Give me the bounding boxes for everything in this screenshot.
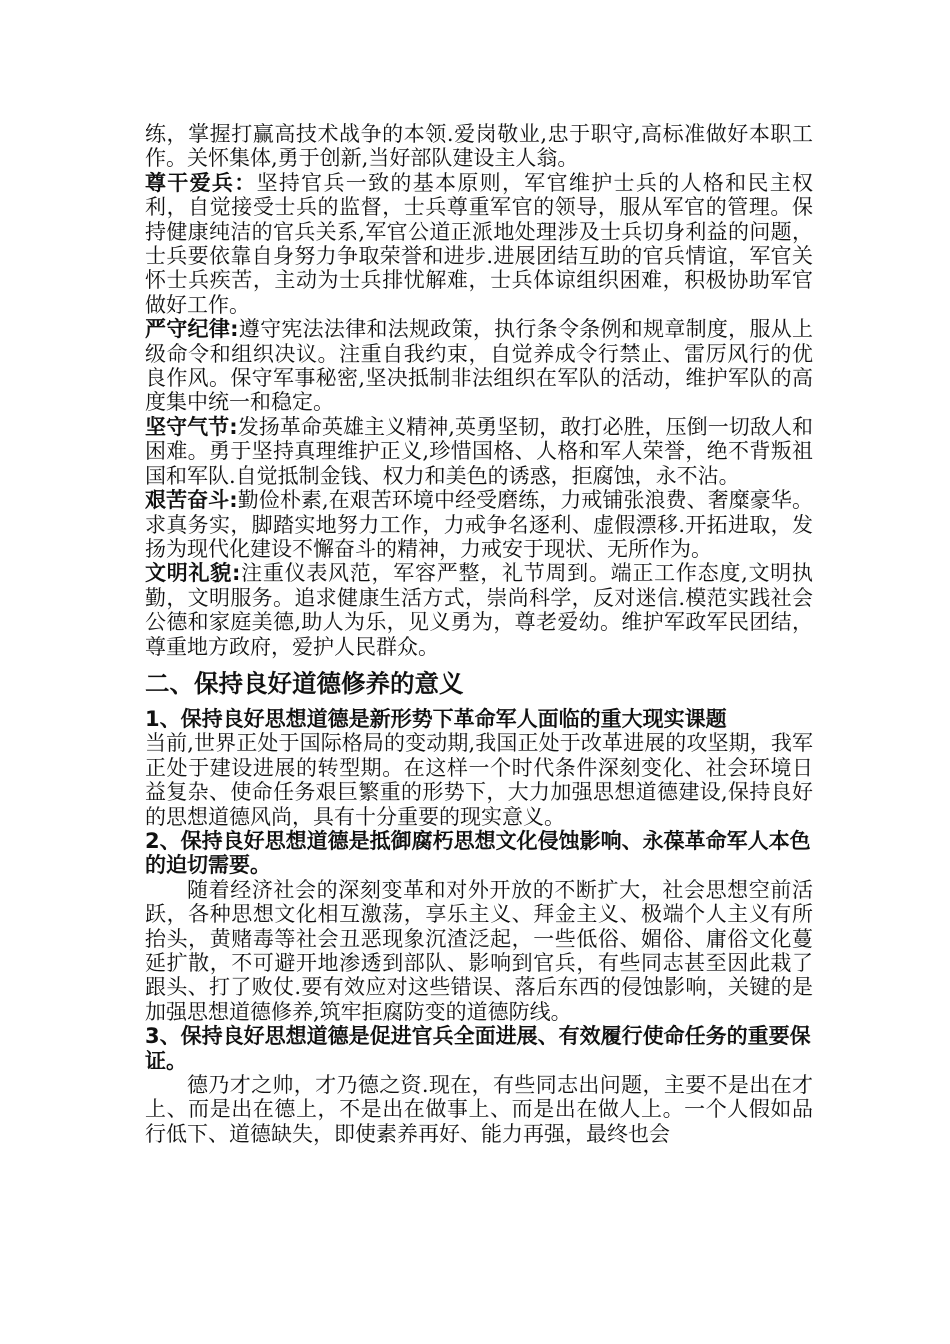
virtue-integrity — [145, 415, 813, 488]
point-text-3: 德乃才之帅，才乃德之资.现在，有些同志出问题，主要不是出在才上、而是出在德上，不是出在做事上、而是出在做人上。一个人假如品行低下、道德缺失，即使素养再好、能力再强，最终也会 — [145, 1073, 813, 1146]
virtue-courtesy — [145, 561, 813, 659]
virtue-text: 坚持官兵一致的基本原则，军官维护士兵的人格和民主权利，自觉接受士兵的监督，士兵尊重军官的领导，服从军官的管理。保持健康纯洁的官兵关系,军官公道正派地处理涉及士兵切身利益的问题，士兵要依靠自身努力争取荣誉和进步.进展团结互助的官兵情谊，军官关怀士兵疾苦，主动为士兵排忧解难，士兵体谅组织困难，积极协助军官做好工作。 — [145, 170, 814, 317]
point-heading-3: 3、保持良好思想道德是促进官兵全面进展、有效履行使命任务的重要保证。 — [145, 1024, 811, 1073]
virtue-text: 发扬革命英雄主义精神,英勇坚韧，敢打必胜，压倒一切敌人和困难。勇于坚持真理维护正义,珍惜国格、人格和军人荣誉，绝不背叛祖国和军队.自觉抵制金钱、权力和美色的诱惑，拒腐蚀，永不沾。 — [145, 414, 813, 488]
virtue-lead: 坚守气节: — [145, 414, 238, 439]
virtue-text: 勤俭朴素,在艰苦环境中经受磨练，力戒铺张浪费、奢糜豪华。求真务实，脚踏实地努力工作，力戒争名逐利、虚假漂移.开拓进取，发扬为现代化建设不懈奋斗的精神，力戒安于现状、无所作为。 — [145, 488, 813, 561]
point-text-1: 当前,世界正处于国际格局的变动期,我国正处于改革进展的攻坚期，我军正处于建设进展的转型期。在这样一个时代条件深刻变化、社会环境日益复杂、使命任务艰巨繁重的形势下，大力加强思想道德建设,保持良好的思想道德风尚，具有十分重要的现实意义。 — [145, 731, 813, 829]
point-heading-1: 1、保持良好思想道德是新形势下革命军人面临的重大现实课题 — [145, 706, 727, 731]
virtue-hard-work — [145, 488, 813, 561]
virtue-lead: 尊干爱兵： — [145, 170, 257, 195]
point-heading-2: 2、保持良好思想道德是抵御腐朽思想文化侵蚀影响、永葆革命军人本色的迫切需要。 — [145, 828, 811, 878]
point-text-2: 随着经济社会的深刻变革和对外开放的不断扩大，社会思想空前活跃，各种思想文化相互激荡，享乐主义、拜金主义、极端个人主义有所抬头，黄赌毒等社会丑恶现象沉渣泛起，一些低俗、媚俗、庸俗文化蔓延扩散，不可避开地渗透到部队、影响到官兵，有些同志甚至因此栽了跟头、打了败仗.要有效应对这些错误、落后东西的侵蚀影响，关键的是加强思想道德修养,筑牢拒腐防变的道德防线。 — [145, 877, 813, 1024]
section-title: 二、保持良好道德修养的意义 — [145, 668, 464, 698]
intro-paragraph: 练，掌握打赢高技术战争的本领.爱岗敬业,忠于职守,高标准做好本职工作。关怀集体,勇于创新,当好部队建设主人翁。 — [145, 122, 813, 171]
virtue-discipline — [145, 317, 813, 415]
virtue-text: 注重仪表风范，军容严整，礼节周到。端正工作态度,文明执勤，文明服务。追求健康生活方式，崇尚科学，反对迷信.模范实践社会公德和家庭美德,助人为乐，见义勇为，尊老爱幼。维护军政军民团结，尊重地方政府，爱护人民群众。 — [145, 561, 813, 659]
virtue-text: 遵守宪法法律和法规政策，执行条令条例和规章制度，服从上级命令和组织决议。注重自我约束，自觉养成令行禁止、雷厉风行的优良作风。保守军事秘密,坚决抵制非法组织在军队的活动，维护军队的高度集中统一和稳定。 — [145, 317, 813, 415]
virtue-lead: 艰苦奋斗: — [145, 488, 238, 513]
virtue-respect-officers — [145, 171, 813, 317]
document-page — [145, 122, 813, 1146]
virtue-lead: 文明礼貌: — [145, 561, 241, 586]
virtue-lead: 严守纪律: — [145, 317, 239, 342]
